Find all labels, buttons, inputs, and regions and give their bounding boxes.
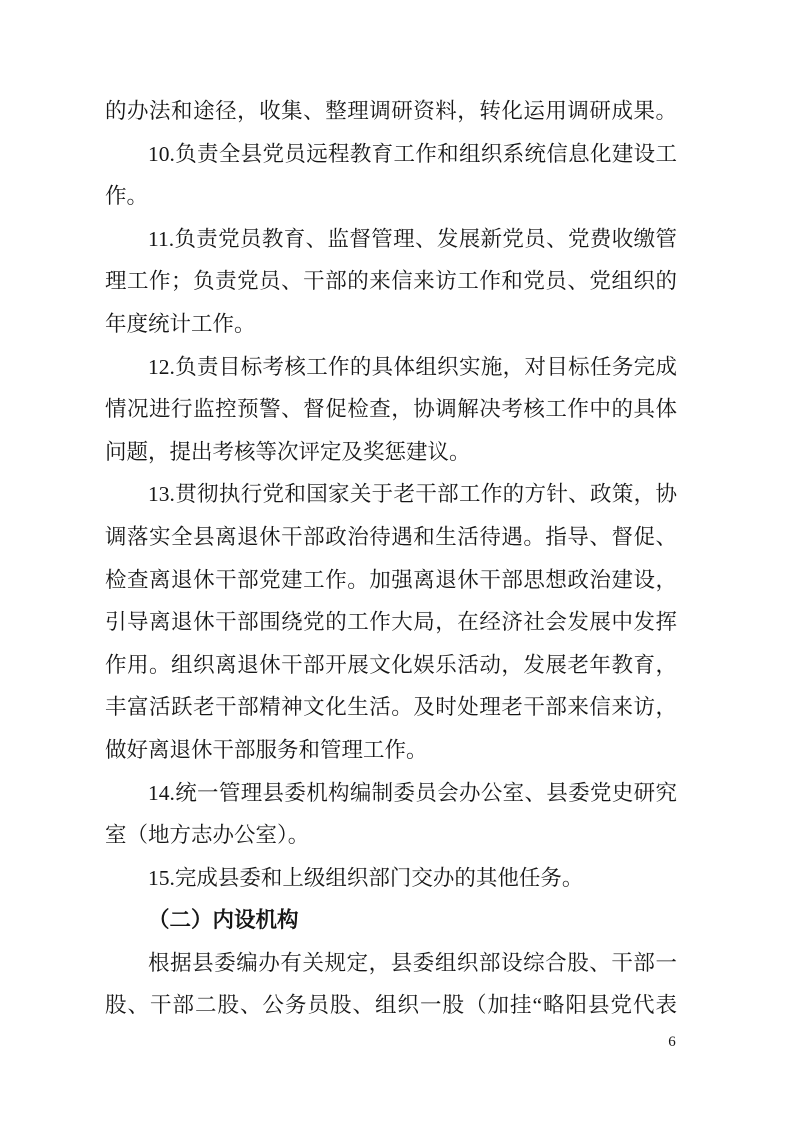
item-15: 15.完成县委和上级组织部门交办的其他任务。 bbox=[148, 865, 584, 890]
page-number: 6 bbox=[668, 1034, 676, 1050]
item-14: 14.统一管理县委机构编制委员会办公室、县委党史研究室（地方志办公室）。 bbox=[105, 780, 677, 848]
item-10: 10.负责全县党员远程教育工作和组织系统信息化建设工作。 bbox=[105, 141, 677, 209]
section-heading: （二）内设机构 bbox=[148, 908, 299, 933]
item-12: 12.负责目标考核工作的具体组织实施，对目标任务完成情况进行监控预警、督促检查，协调解决考核工作中的具体问题，提出考核等次评定及奖惩建议。 bbox=[105, 354, 677, 464]
item-13: 13.贯彻执行党和国家关于老干部工作的方针、政策，协调落实全县离退休干部政治待遇和生活待遇。指导、督促、检查离退休干部党建工作。加强离退休干部思想政治建设，引导离退休干部围绕党的工作大局，在经济社会发展中发挥作用。组织离退休干部开展文化娱乐活动，发展老年教育，丰富活跃老干部精神文化生活。及时处理老干部来信来访，做好离退休干部服务和管理工作。 bbox=[105, 482, 677, 762]
continuation-paragraph: 的办法和途径，收集、整理调研资料，转化运用调研成果。 bbox=[105, 99, 677, 123]
document-body bbox=[105, 90, 677, 1027]
body-paragraph: 根据县委编办有关规定，县委组织部设综合股、干部一股、干部二股、公务员股、组织一股（加挂“略阳县党代表 bbox=[105, 950, 677, 1018]
item-11: 11.负责党员教育、监督管理、发展新党员、党费收缴管理工作；负责党员、干部的来信来访工作和党员、党组织的年度统计工作。 bbox=[105, 226, 677, 336]
